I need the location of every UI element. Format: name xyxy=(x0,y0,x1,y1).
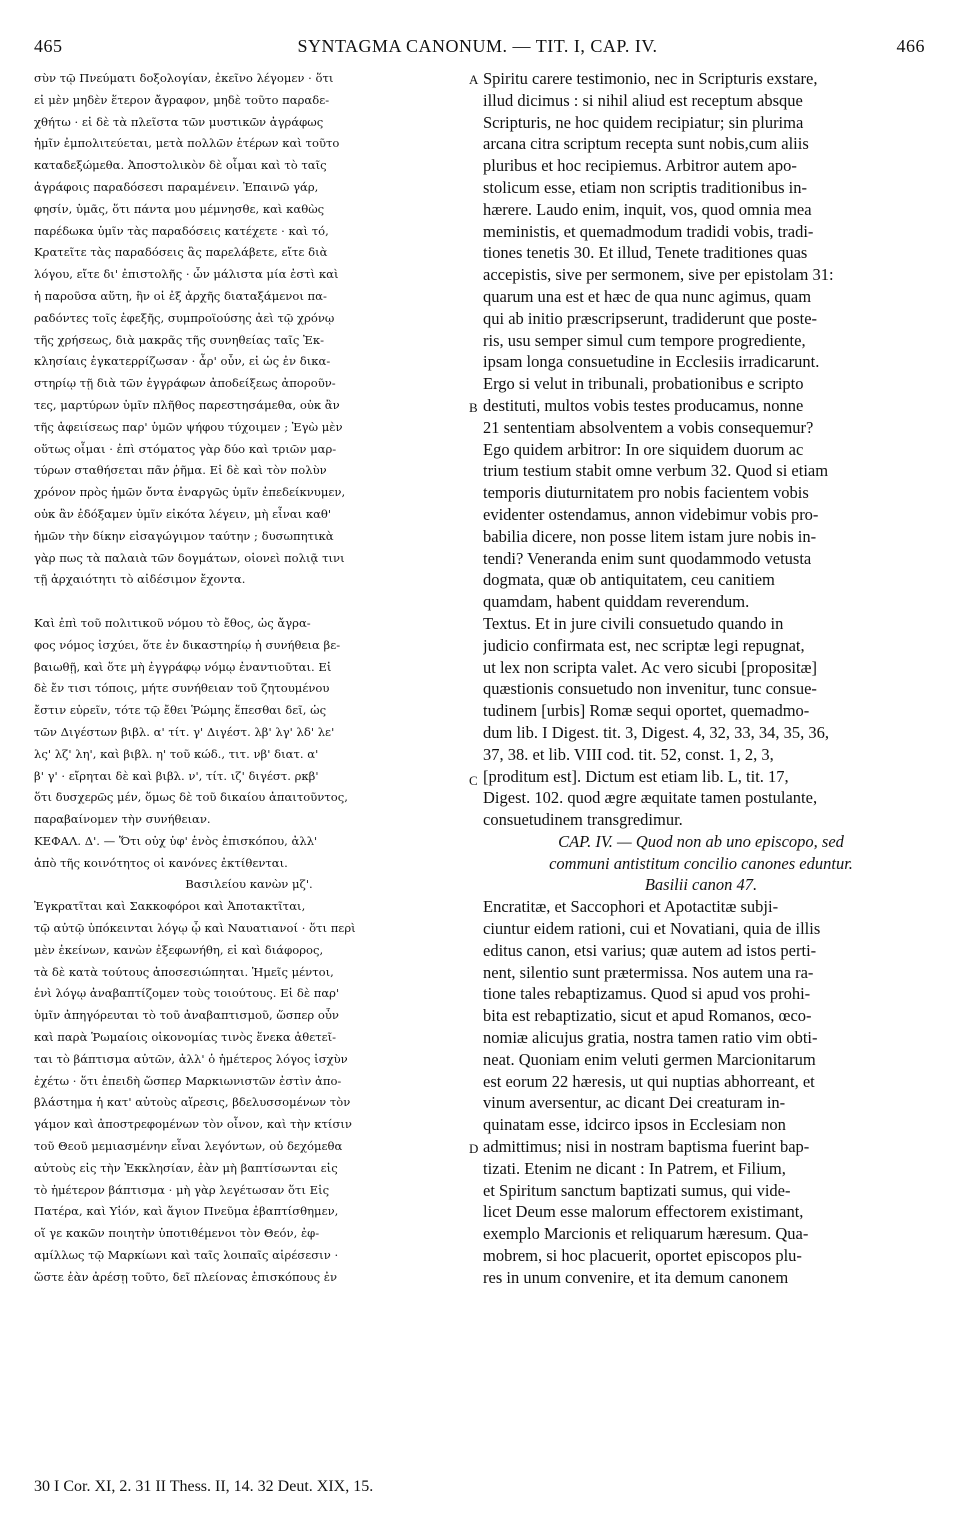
greek-text-line: ραδόντες τοῖς ἐφεξῆς, συμπροϊούσης ἀεὶ τῷ χρόνῳ xyxy=(34,310,335,325)
greek-text-line: αμίλλως τῷ Μαρκίωνι καὶ ταῖς λοιπαῖς αἱρέσεσιν · xyxy=(34,1248,339,1263)
greek-chapter-heading: ΚΕΦΑΛ. Δ'. — Ὅτι οὐχ ὑφ' ἑνὸς ἐπισκόπου, ἀλλ' xyxy=(34,833,318,848)
greek-text-line: ἀγράφοις παραδόσεσι παραμένειν. Ἐπαινῶ γάρ, xyxy=(34,179,319,194)
latin-text-line: quinatam esse, idcirco ipsos in Ecclesiam non xyxy=(483,1115,786,1135)
greek-text-line: ἡμῶν τὴν δίκην εἰσαγώγιμον ταύτην ; δυσωπητικὰ xyxy=(34,528,334,543)
latin-text-line: trium testium stabit omne verbum 32. Quod si etiam xyxy=(483,461,829,481)
greek-text-line: λς' λζ' λη', καὶ βιβλ. η' τοῦ κώδ., τιτ. νβ' διατ. α' xyxy=(34,746,319,761)
greek-text-line: οἵ γε κακῶν ποιητὴν ὑποτιθέμενοι τὸν Θεόν, ἐφ- xyxy=(34,1226,320,1241)
greek-text-line: Κρατεῖτε τὰς παραδόσεις ἃς παρελάβετε, εἴτε διὰ xyxy=(34,245,328,260)
latin-text-line: destituti, multos vobis testes producamus, nonne xyxy=(483,395,804,415)
page-number-left: 465 xyxy=(34,36,63,56)
greek-text-line: ὥστε ἐὰν ἀρέσῃ τοῦτο, δεῖ πλείονας ἐπισκόπους ἐν xyxy=(34,1269,338,1284)
greek-text-line: οὐκ ἂν ἐδόξαμεν ὑμῖν εἰκότα λέγειν, μὴ εἶναι καθ' xyxy=(34,506,332,521)
latin-text-line: ris, usu semper simul cum tempore progrediente, xyxy=(483,330,806,350)
greek-text-line: λόγου, εἴτε δι' ἐπιστολῆς · ὧν μάλιστα μία ἐστὶ καὶ xyxy=(34,267,339,282)
greek-text-line: τοῦ Θεοῦ μεμιασμένην εἶναι λεγόντων, οὐ δεχόμεθα xyxy=(34,1139,343,1154)
latin-text-line: dum lib. I Digest. tit. 3, Digest. 4, 32, 33, 34, 35, 36, xyxy=(483,722,830,742)
greek-text-line: φος νόμος ἰσχύει, ὅτε ἐν δικαστηρίῳ ἡ συνήθεια βε- xyxy=(34,637,341,652)
margin-letter-a: A xyxy=(469,72,479,87)
greek-canon-title: Βασιλείου κανὼν μζ'. xyxy=(185,877,313,892)
greek-text-line: τῶν Διγέστων βιβλ. α' τίτ. γ' Διγέστ. λβ' λγ' λδ' λε' xyxy=(34,724,335,739)
greek-text-line: τῆς ἀφειίσεως παρ' ὑμῶν ψήφου τύχοιμεν ; Ἐγὼ μὲν xyxy=(34,419,343,434)
latin-text-line: stolicum esse, etiam non scriptis traditionibus in- xyxy=(483,177,807,197)
margin-letter-c: C xyxy=(469,773,478,788)
latin-text-line: tizati. Etenim ne dicant : In Patrem, et Filium, xyxy=(483,1158,786,1178)
margin-letter-d: D xyxy=(469,1141,479,1156)
greek-text-line: χρόνον πρὸς ἡμῶν ὄντα ἐναργῶς ὑμῖν ἐπεδείκνυμεν, xyxy=(34,485,346,500)
latin-text-line: dogmata, quæ ob antiquitatem, ceu canitiem xyxy=(483,570,775,590)
latin-text-line: licet Deum esse malorum effectorem existimant, xyxy=(483,1202,804,1222)
latin-text-line: quamdam, habent quiddam reverendum. xyxy=(483,592,750,612)
greek-text-line: γὰρ πως τὰ παλαιὰ τῶν δογμάτων, οἱονεὶ πολιᾷ τινι xyxy=(34,550,345,565)
latin-text-line: judicio confirmata est, nec scriptæ legi repugnat, xyxy=(483,635,805,655)
latin-text-line: admittimus; nisi in nostram baptisma fuerint bap- xyxy=(483,1137,810,1157)
greek-text-line: φησίν, ὑμᾶς, ὅτι πάντα μου μέμνησθε, καὶ καθὼς xyxy=(34,201,325,216)
page-number-right: 466 xyxy=(896,36,925,56)
greek-text-line: τὰ δὲ κατὰ τούτους ἀποσεσιώπηται. Ἡμεῖς μέντοι, xyxy=(34,964,334,979)
greek-text-line: παραβαίνομεν τὴν συνήθειαν. xyxy=(34,812,211,827)
latin-text-line: meministis, et quemadmodum tradidi vobis, tradi- xyxy=(483,221,814,241)
latin-text-line: vinum aversentur, ac dicant Dei creaturam in- xyxy=(483,1093,786,1113)
latin-text-line: 37, 38. et lib. VIII cod. tit. 52, const. 1, 2, 3, xyxy=(483,744,774,764)
latin-text-line: temporis diuturnitatem pro nobis facientem vobis xyxy=(483,483,809,503)
latin-text-line: evidenter ostendamus, annon videbimur vobis pro- xyxy=(483,504,819,524)
running-title: SYNTAGMA CANONUM. — TIT. I, CAP. IV. xyxy=(297,36,658,56)
latin-text-line: qui ab initio præscripserunt, tradiderunt que poste- xyxy=(483,308,818,328)
latin-text-line: Digest. 102. quod ægre æquitate tamen postulante, xyxy=(483,788,818,808)
latin-text-line: editus canon, etsi varius; quæ autem ad istos perti- xyxy=(483,940,817,960)
greek-text-line: ἡμῖν ἐμπολιτεύεται, μετὰ πολλῶν ἑτέρων καὶ τοῦτο xyxy=(34,136,340,151)
greek-text-line: γάμον καὶ ἀποστρεφομένων τὸν οἶνον, καὶ τὴν κτίσιν xyxy=(34,1117,352,1132)
greek-text-line: βλάστημα ἡ κατ' αὐτοὺς αἵρεσις, βδελυσσομένων τὸν xyxy=(34,1095,351,1110)
greek-text-line: ἐχέτω · ὅτι ἐπειδὴ ὥσπερ Μαρκιωνιστῶν ἐστὶν ἀπο- xyxy=(34,1073,342,1088)
greek-text-line: καὶ παρὰ Ῥωμαίοις οἰκονομίας τινὸς ἕνεκα ἀθετεῖ- xyxy=(34,1030,337,1045)
latin-text-line: quarum una est et hæc de qua nunc agimus, quam xyxy=(483,286,812,306)
greek-text-line: μὲν ἐκείνων, κανὼν ἐξεφωνήθη, εἰ καὶ διάφορος, xyxy=(34,942,324,957)
greek-text-line: παρέδωκα ὑμῖν τὰς παραδόσεις κατέχετε · καὶ τό, xyxy=(34,223,329,238)
latin-text-line: consuetudinem transgredimur. xyxy=(483,810,683,830)
latin-text-line: et Spiritum sanctum baptizati sumus, qui vide- xyxy=(483,1180,791,1200)
greek-text-line: σὺν τῷ Πνεύματι δοξολογίαν, ἐκεῖνο λέγομεν · ὅτι xyxy=(34,71,334,85)
greek-text-line: Ἐγκρατῖται καὶ Σακκοφόροι καὶ Ἀποτακτῖται, xyxy=(34,899,306,914)
latin-text-line: pluribus et hoc recipiemus. Arbitror autem apo- xyxy=(483,156,797,176)
greek-text-line: χθήτω · εἰ δὲ τὰ πλεῖστα τῶν μυστικῶν ἀγράφως xyxy=(34,114,324,129)
latin-text-line: arcana citra scriptum recepta sunt nobis,cum aliis xyxy=(483,134,809,154)
latin-text-line: Ergo si velut in tribunali, probationibus e scripto xyxy=(483,374,804,394)
latin-text-line: [proditum est]. Dictum est etiam lib. L, tit. 17, xyxy=(483,766,789,786)
latin-text-line: babilia dicere, non posse litem istam jure nobis in- xyxy=(483,526,817,546)
latin-text-line: nent, silentio sunt prætermissa. Nos autem una ra- xyxy=(483,962,814,982)
paragraph-gap xyxy=(34,591,464,613)
greek-text-line: τῇ ἀρχαιότητι τὸ αἰδέσιμον ἔχοντα. xyxy=(34,572,246,587)
latin-canon-title: Basilii canon 47. xyxy=(644,875,758,895)
latin-text-line: accepistis, sive per sermonem, sive per epistolam 31: xyxy=(483,265,834,285)
latin-text-line: tiones tenetis 30. Et illud, Tenete traditiones quas xyxy=(483,243,808,263)
greek-text-line: κλησίαις ἐγκατερρίζωσαν · ἆρ' οὖν, εἰ ὡς ἐν δικα- xyxy=(34,354,331,369)
latin-text-line: Spiritu carere testimonio, nec in Scripturis exstare, xyxy=(483,69,818,88)
latin-text-line: est eorum 22 hæresis, ut qui nuptias abhorreant, et xyxy=(483,1071,815,1091)
greek-text-line: Καὶ ἐπὶ τοῦ πολιτικοῦ νόμου τὸ ἔθος, ὡς ἄγρα- xyxy=(34,615,311,630)
latin-text-line: tudinem [urbis] Romæ sequi oportet, quemadmo- xyxy=(483,701,810,721)
greek-text-line: ται τὸ βάπτισμα αὐτῶν, ἀλλ' ὁ ἡμέτερος λόγος ἰσχὺν xyxy=(34,1051,348,1066)
latin-text-line: quæstionis consuetudo non invenitur, tunc consue- xyxy=(483,679,817,699)
greek-text-line: τῆς χρήσεως, διὰ μακρᾶς τῆς συνηθείας ταῖς Ἐκ- xyxy=(34,332,325,347)
latin-text-line: res in unum convenire, et ita demum canonem xyxy=(483,1267,789,1287)
latin-text-line: ipsam longa consuetudine in Ecclesiis irradicarunt. xyxy=(483,352,820,372)
greek-text-line: βαιωθῇ, καὶ ὅτε μὴ ἐγγράφῳ νόμῳ ἐναντιοῦται. Εἰ xyxy=(34,659,332,674)
greek-text-line: ὅτι δυσχερῶς μέν, ὅμως δὲ τοῦ δικαίου ἀπαιτοῦντος, xyxy=(34,790,348,805)
latin-text-line: tendi? Veneranda enim sunt quodammodo vetusta xyxy=(483,548,812,568)
latin-text-line: Encratitæ, et Saccophori et Apotactitæ subji- xyxy=(483,897,779,917)
latin-text-line: tione tales rebaptizamus. Quod si apud vos prohi- xyxy=(483,984,811,1004)
latin-chapter-heading: communi antistitum concilio canones eduntur. xyxy=(549,853,853,873)
greek-text-line: ἑνὶ λόγῳ ἀναβαπτίζομεν τοὺς τοιούτους. Εἰ δὲ παρ' xyxy=(34,986,340,1001)
latin-text-line: nomiæ alicujus gratia, nostra tamen ratio vim obti- xyxy=(483,1028,818,1048)
greek-text-line: β' γ' · εἴρηται δὲ καὶ βιβλ. ν', τίτ. ιζ' διγέστ. ρκβ' xyxy=(34,768,319,783)
greek-text-line: ἔστιν εὑρεῖν, τότε τῷ ἔθει Ῥώμης ἕπεσθαι δεῖ, ὡς xyxy=(34,703,327,718)
margin-letter-b: B xyxy=(469,400,478,415)
greek-text-line: τὸ ἡμέτερον βάπτισμα · μὴ γὰρ λεγέτωσαν ὅτι Εἰς xyxy=(34,1182,330,1197)
latin-text-line: ciuntur eidem rationi, cui et Novatiani, quia de illis xyxy=(483,919,821,939)
latin-column xyxy=(483,68,919,1289)
latin-text-line: 21 sententiam absolventem a vobis consequemur? xyxy=(483,417,814,437)
latin-text-line: ut lex non scripta valet. Ac vero sicubi [propositæ] xyxy=(483,657,818,677)
greek-text-line: στηρίῳ τῇ διὰ τῶν ἐγγράφων ἀποδείξεως ἀποροῦν- xyxy=(34,376,336,391)
greek-text-line: τῷ αὐτῷ ὑπόκεινται λόγῳ ᾧ καὶ Ναυατιανοί · ὅτι περὶ xyxy=(34,921,356,936)
latin-text-line: exemplo Marcionis et reliquarum hæresum. Qua- xyxy=(483,1224,809,1244)
greek-text-line: εἰ μὲν μηδὲν ἕτερον ἄγραφον, μηδὲ τοῦτο παραδε- xyxy=(34,92,330,107)
latin-text-line: Ego quidem arbitror: In ore siquidem duorum ac xyxy=(483,439,804,459)
latin-text-line: bita est rebaptizatio, sicut et apud Romanos, œco- xyxy=(483,1006,812,1026)
greek-text-line: ἡ παροῦσα αὕτη, ἣν οἱ ἐξ ἀρχῆς διαταξάμενοι πα- xyxy=(34,288,327,303)
greek-text-line: Πατέρα, καὶ Υἱόν, καὶ ἅγιον Πνεῦμα ἐβαπτίσθημεν, xyxy=(34,1204,339,1219)
greek-text-line: τύρων σταθήσεται πᾶν ῥῆμα. Εἰ δὲ καὶ τὸν πολὺν xyxy=(34,463,327,478)
greek-text-line: ὑμῖν ἀπηγόρευται τὸ τοῦ ἀναβαπτισμοῦ, ὥσπερ οὖν xyxy=(34,1008,339,1023)
greek-text-line: οὕτως οἶμαι · ἐπὶ στόματος γὰρ δύο καὶ τριῶν μαρ- xyxy=(34,441,337,456)
greek-column xyxy=(34,68,464,1289)
footnotes: 30 I Cor. XI, 2. 31 II Thess. II, 14. 32 Deut. XIX, 15. xyxy=(34,1478,374,1495)
latin-text-line: neat. Quoniam enim veluti germen Marcionitarum xyxy=(483,1049,816,1069)
latin-text-line: hærere. Laudo enim, inquit, vos, quod omnia mea xyxy=(483,199,812,219)
latin-chapter-heading: CAP. IV. — Quod non ab uno episcopo, sed xyxy=(558,831,844,851)
latin-text-line: Scripturis, ne hoc quidem recipiatur; sin plurima xyxy=(483,112,804,132)
greek-text-line: δὲ ἔν τισι τόποις, μήτε συνήθειαν τοῦ ζητουμένου xyxy=(34,681,330,696)
greek-chapter-heading: ἀπὸ τῆς κοινότητος οἱ κανόνες ἐκτίθενται. xyxy=(34,855,288,870)
greek-text-line: αὐτοὺς εἰς τὴν Ἐκκλησίαν, ἐὰν μὴ βαπτίσωνται εἰς xyxy=(34,1160,338,1175)
latin-text-line: illud dicimus : si nihil aliud est receptum absque xyxy=(483,90,803,110)
greek-text-line: καταδεξώμεθα. Ἀποστολικὸν δὲ οἶμαι καὶ τὸ ταῖς xyxy=(34,158,327,173)
latin-text-line: Textus. Et in jure civili consuetudo quando in xyxy=(483,613,784,633)
greek-text-line: τες, μαρτύρων ὑμῖν πλῆθος παρεστησάμεθα, οὐκ ἂν xyxy=(34,397,340,412)
latin-text-line: mobrem, si hoc placuerit, oportet episcopos plu- xyxy=(483,1246,802,1266)
